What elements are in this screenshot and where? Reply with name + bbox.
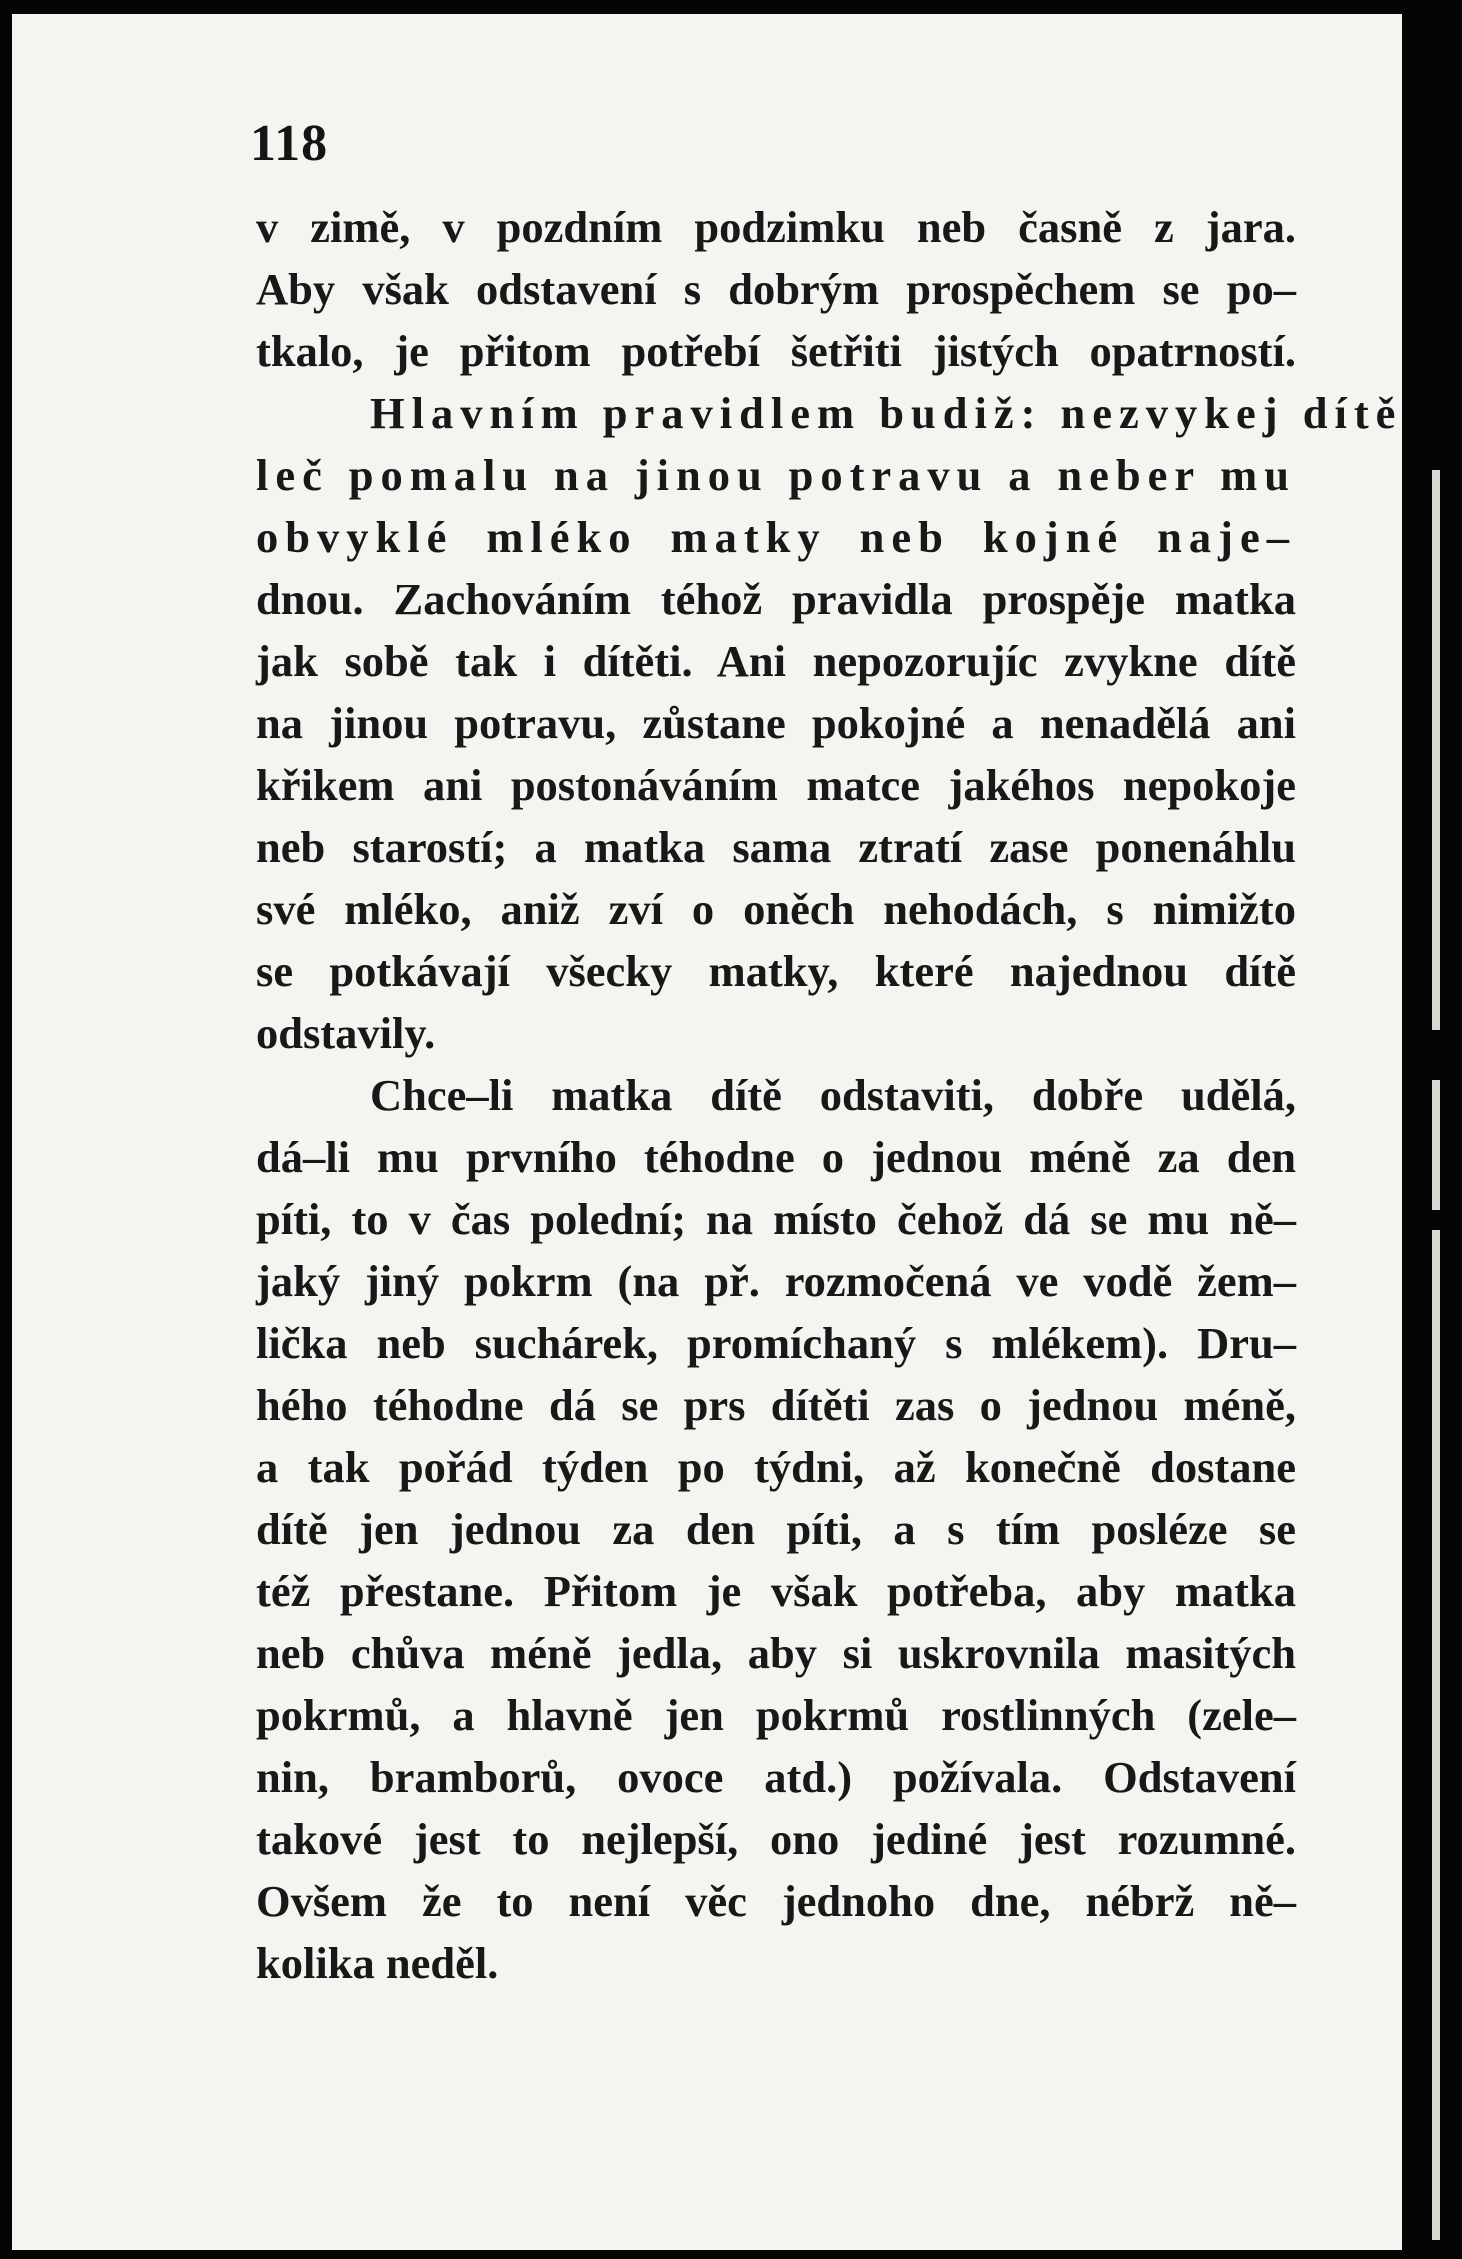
text-line: se potkávají všecky matky, které najednou dítě — [256, 946, 1296, 996]
text-line: neb starostí; a matka sama ztratí zase ponenáhlu — [256, 822, 1296, 872]
text-line: své mléko, aniž zví o oněch nehodách, s nimižto — [256, 884, 1296, 934]
text-line: jak sobě tak i dítěti. Ani nepozorujíc zvykne dítě — [256, 636, 1296, 686]
body-text — [256, 196, 1403, 1994]
text-line: takové jest to nejlepší, ono jediné jest rozumné. — [256, 1814, 1296, 1864]
text-line: kolika neděl. — [256, 1938, 499, 1988]
text-line: na jinou potravu, zůstane pokojné a nenadělá ani — [256, 698, 1296, 748]
text-line: hého téhodne dá se prs dítěti zas o jednou méně, — [256, 1380, 1296, 1430]
page-edge-sliver — [1432, 1080, 1440, 1210]
text-line: Aby však odstavení s dobrým prospěchem se po– — [256, 264, 1296, 314]
text-line: nin, bramborů, ovoce atd.) požívala. Odstavení — [256, 1752, 1296, 1802]
page-edge-sliver — [1432, 470, 1440, 1030]
text-line: a tak pořád týden po týdni, až konečně dostane — [256, 1442, 1296, 1492]
text-line: odstavily. — [256, 1008, 436, 1058]
text-line: Ovšem že to není věc jednoho dne, nébrž ně– — [256, 1876, 1296, 1926]
text-line: obvyklé mléko matky neb kojné naje– — [256, 512, 1296, 562]
text-line: neb chůva méně jedla, aby si uskrovnila masitých — [256, 1628, 1296, 1678]
text-line: píti, to v čas polední; na místo čehož dá se mu ně– — [256, 1194, 1296, 1244]
text-line: dítě jen jednou za den píti, a s tím posléze se — [256, 1504, 1296, 1554]
text-line: Hlavním pravidlem budiž: nezvykej dítě — [370, 388, 1403, 438]
text-line: též přestane. Přitom je však potřeba, aby matka — [256, 1566, 1296, 1616]
text-line: Chce–li matka dítě odstaviti, dobře udělá, — [370, 1070, 1296, 1120]
text-line: pokrmů, a hlavně jen pokrmů rostlinných (zele– — [256, 1690, 1296, 1740]
scan-top-border — [0, 0, 1462, 14]
text-line: dnou. Zachováním téhož pravidla prospěje matka — [256, 574, 1296, 624]
text-line: leč pomalu na jinou potravu a neber mu — [256, 450, 1296, 500]
page-number: 118 — [250, 115, 329, 172]
page-edge-sliver — [1432, 1230, 1440, 2240]
text-line: v zimě, v pozdním podzimku neb časně z jara. — [256, 202, 1296, 252]
text-line: křikem ani postonáváním matce jakéhos nepokoje — [256, 760, 1296, 810]
text-line: tkalo, je přitom potřebí šetřiti jistých opatrností. — [256, 326, 1296, 376]
text-line: dá–li mu prvního téhodne o jednou méně za den — [256, 1132, 1296, 1182]
text-line: jaký jiný pokrm (na př. rozmočená ve vodě žem– — [256, 1256, 1296, 1306]
text-line: lička neb suchárek, promíchaný s mlékem). Dru– — [256, 1318, 1296, 1368]
